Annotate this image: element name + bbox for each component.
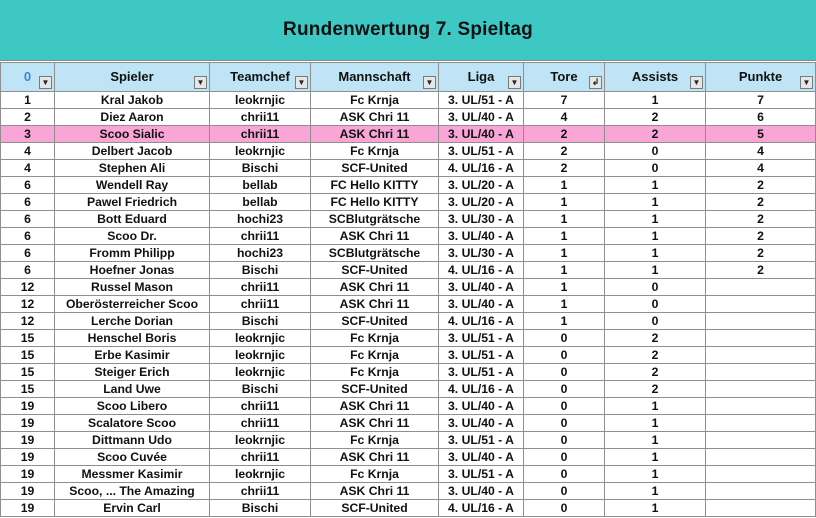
- cell-league[interactable]: 3. UL/20 - A: [439, 194, 524, 211]
- cell-points[interactable]: 2: [706, 194, 816, 211]
- cell-points[interactable]: [706, 381, 816, 398]
- cell-team[interactable]: Fc Krnja: [311, 143, 439, 160]
- cell-league[interactable]: 3. UL/51 - A: [439, 92, 524, 109]
- cell-assists[interactable]: 0: [605, 313, 706, 330]
- cell-rank[interactable]: 19: [1, 449, 55, 466]
- cell-assists[interactable]: 1: [605, 432, 706, 449]
- cell-goals[interactable]: 0: [524, 381, 605, 398]
- cell-teamchef[interactable]: chrii11: [210, 228, 311, 245]
- cell-goals[interactable]: 0: [524, 364, 605, 381]
- cell-player[interactable]: Erbe Kasimir: [55, 347, 210, 364]
- cell-team[interactable]: Fc Krnja: [311, 364, 439, 381]
- cell-league[interactable]: 4. UL/16 - A: [439, 381, 524, 398]
- cell-assists[interactable]: 2: [605, 109, 706, 126]
- cell-team[interactable]: SCBlutgrätsche: [311, 211, 439, 228]
- cell-league[interactable]: 4. UL/16 - A: [439, 160, 524, 177]
- cell-teamchef[interactable]: Bischi: [210, 381, 311, 398]
- cell-assists[interactable]: 2: [605, 364, 706, 381]
- filter-dropdown-icon[interactable]: ▼: [508, 76, 521, 89]
- cell-player[interactable]: Steiger Erich: [55, 364, 210, 381]
- cell-teamchef[interactable]: chrii11: [210, 398, 311, 415]
- header-row: [1, 63, 816, 92]
- cell-assists[interactable]: 0: [605, 143, 706, 160]
- cell-goals[interactable]: 2: [524, 160, 605, 177]
- table-row[interactable]: [1, 245, 816, 262]
- table-row[interactable]: [1, 126, 816, 143]
- cell-goals[interactable]: 1: [524, 211, 605, 228]
- cell-teamchef[interactable]: bellab: [210, 177, 311, 194]
- cell-assists[interactable]: 0: [605, 296, 706, 313]
- cell-rank[interactable]: 4: [1, 143, 55, 160]
- cell-goals[interactable]: 0: [524, 432, 605, 449]
- column-header-teamchef[interactable]: [210, 63, 311, 92]
- table-row[interactable]: [1, 415, 816, 432]
- cell-points[interactable]: [706, 432, 816, 449]
- cell-points[interactable]: 7: [706, 92, 816, 109]
- cell-team[interactable]: ASK Chri 11: [311, 483, 439, 500]
- cell-rank[interactable]: 12: [1, 313, 55, 330]
- cell-rank[interactable]: 4: [1, 160, 55, 177]
- table-row[interactable]: [1, 432, 816, 449]
- cell-goals[interactable]: 0: [524, 466, 605, 483]
- cell-league[interactable]: 4. UL/16 - A: [439, 500, 524, 517]
- cell-player[interactable]: Kral Jakob: [55, 92, 210, 109]
- table-row[interactable]: [1, 143, 816, 160]
- table-row[interactable]: [1, 483, 816, 500]
- cell-points[interactable]: [706, 347, 816, 364]
- cell-teamchef[interactable]: chrii11: [210, 415, 311, 432]
- cell-assists[interactable]: 2: [605, 126, 706, 143]
- cell-league[interactable]: 3. UL/51 - A: [439, 347, 524, 364]
- cell-player[interactable]: Stephen Ali: [55, 160, 210, 177]
- column-header-goals[interactable]: [524, 63, 605, 92]
- cell-player[interactable]: Ervin Carl: [55, 500, 210, 517]
- cell-points[interactable]: 2: [706, 211, 816, 228]
- cell-points[interactable]: 2: [706, 177, 816, 194]
- cell-rank[interactable]: 6: [1, 194, 55, 211]
- cell-points[interactable]: 4: [706, 143, 816, 160]
- cell-assists[interactable]: 1: [605, 415, 706, 432]
- cell-team[interactable]: Fc Krnja: [311, 330, 439, 347]
- cell-rank[interactable]: 19: [1, 398, 55, 415]
- cell-team[interactable]: SCF-United: [311, 160, 439, 177]
- column-header-label: Liga: [467, 68, 495, 84]
- cell-rank[interactable]: 19: [1, 432, 55, 449]
- table-row[interactable]: [1, 109, 816, 126]
- cell-player[interactable]: Lerche Dorian: [55, 313, 210, 330]
- title-bar: [0, 0, 816, 61]
- cell-league[interactable]: 3. UL/51 - A: [439, 466, 524, 483]
- cell-rank[interactable]: 6: [1, 245, 55, 262]
- cell-team[interactable]: Fc Krnja: [311, 466, 439, 483]
- table-row[interactable]: [1, 466, 816, 483]
- table-row[interactable]: [1, 347, 816, 364]
- cell-assists[interactable]: 1: [605, 483, 706, 500]
- filter-dropdown-icon[interactable]: ▼: [690, 76, 703, 89]
- cell-rank[interactable]: 3: [1, 126, 55, 143]
- filter-dropdown-icon[interactable]: ▼: [295, 76, 308, 89]
- cell-teamchef[interactable]: bellab: [210, 194, 311, 211]
- table-row[interactable]: [1, 381, 816, 398]
- cell-points[interactable]: 2: [706, 245, 816, 262]
- table-row[interactable]: [1, 177, 816, 194]
- cell-goals[interactable]: 1: [524, 177, 605, 194]
- cell-goals[interactable]: 1: [524, 245, 605, 262]
- cell-points[interactable]: [706, 466, 816, 483]
- cell-goals[interactable]: 7: [524, 92, 605, 109]
- cell-points[interactable]: [706, 364, 816, 381]
- column-header-league[interactable]: [439, 63, 524, 92]
- cell-teamchef[interactable]: chrii11: [210, 126, 311, 143]
- cell-team[interactable]: SCF-United: [311, 500, 439, 517]
- cell-goals[interactable]: 0: [524, 483, 605, 500]
- cell-player[interactable]: Scoo Libero: [55, 398, 210, 415]
- cell-points[interactable]: [706, 330, 816, 347]
- cell-goals[interactable]: 1: [524, 262, 605, 279]
- cell-goals[interactable]: 0: [524, 347, 605, 364]
- cell-player[interactable]: Henschel Boris: [55, 330, 210, 347]
- cell-league[interactable]: 3. UL/40 - A: [439, 483, 524, 500]
- column-header-label: Punkte: [738, 68, 783, 84]
- column-header-label: Assists: [631, 68, 679, 84]
- column-header-label: Tore: [550, 68, 578, 84]
- cell-rank[interactable]: 15: [1, 347, 55, 364]
- cell-points[interactable]: [706, 449, 816, 466]
- cell-assists[interactable]: 1: [605, 449, 706, 466]
- cell-assists[interactable]: 1: [605, 92, 706, 109]
- cell-team[interactable]: ASK Chri 11: [311, 228, 439, 245]
- cell-assists[interactable]: 1: [605, 177, 706, 194]
- cell-league[interactable]: 3. UL/51 - A: [439, 364, 524, 381]
- cell-league[interactable]: 4. UL/16 - A: [439, 262, 524, 279]
- column-header-team[interactable]: [311, 63, 439, 92]
- cell-teamchef[interactable]: leokrnjic: [210, 432, 311, 449]
- cell-goals[interactable]: 1: [524, 228, 605, 245]
- cell-assists[interactable]: 1: [605, 398, 706, 415]
- cell-league[interactable]: 3. UL/40 - A: [439, 415, 524, 432]
- cell-player[interactable]: Hoefner Jonas: [55, 262, 210, 279]
- cell-teamchef[interactable]: Bischi: [210, 313, 311, 330]
- standings-table: [0, 62, 816, 517]
- cell-points[interactable]: [706, 296, 816, 313]
- table-row[interactable]: [1, 160, 816, 177]
- table-row[interactable]: [1, 449, 816, 466]
- cell-goals[interactable]: 1: [524, 313, 605, 330]
- table-row[interactable]: [1, 500, 816, 517]
- table-row[interactable]: [1, 313, 816, 330]
- cell-teamchef[interactable]: leokrnjic: [210, 92, 311, 109]
- table-row[interactable]: [1, 92, 816, 109]
- cell-points[interactable]: [706, 483, 816, 500]
- cell-assists[interactable]: 1: [605, 194, 706, 211]
- cell-goals[interactable]: 0: [524, 398, 605, 415]
- cell-rank[interactable]: 19: [1, 500, 55, 517]
- cell-teamchef[interactable]: Bischi: [210, 262, 311, 279]
- table-row[interactable]: [1, 228, 816, 245]
- cell-points[interactable]: [706, 500, 816, 517]
- cell-goals[interactable]: 1: [524, 279, 605, 296]
- cell-goals[interactable]: 0: [524, 500, 605, 517]
- cell-team[interactable]: Fc Krnja: [311, 347, 439, 364]
- cell-points[interactable]: [706, 313, 816, 330]
- cell-teamchef[interactable]: leokrnjic: [210, 364, 311, 381]
- cell-points[interactable]: 5: [706, 126, 816, 143]
- cell-team[interactable]: ASK Chri 11: [311, 449, 439, 466]
- cell-team[interactable]: ASK Chri 11: [311, 296, 439, 313]
- cell-points[interactable]: 2: [706, 262, 816, 279]
- cell-teamchef[interactable]: chrii11: [210, 449, 311, 466]
- cell-assists[interactable]: 1: [605, 228, 706, 245]
- cell-league[interactable]: 3. UL/40 - A: [439, 398, 524, 415]
- cell-teamchef[interactable]: hochi23: [210, 211, 311, 228]
- cell-player[interactable]: Scoo Sialic: [55, 126, 210, 143]
- cell-rank[interactable]: 15: [1, 364, 55, 381]
- cell-team[interactable]: ASK Chri 11: [311, 126, 439, 143]
- cell-teamchef[interactable]: chrii11: [210, 296, 311, 313]
- cell-league[interactable]: 3. UL/51 - A: [439, 330, 524, 347]
- cell-points[interactable]: [706, 398, 816, 415]
- cell-team[interactable]: ASK Chri 11: [311, 398, 439, 415]
- cell-rank[interactable]: 1: [1, 92, 55, 109]
- filter-dropdown-icon[interactable]: ▼: [423, 76, 436, 89]
- cell-league[interactable]: 3. UL/40 - A: [439, 228, 524, 245]
- cell-team[interactable]: FC Hello KITTY: [311, 194, 439, 211]
- cell-league[interactable]: 3. UL/40 - A: [439, 126, 524, 143]
- column-header-points[interactable]: [706, 63, 816, 92]
- cell-team[interactable]: Fc Krnja: [311, 432, 439, 449]
- column-header-label: Mannschaft: [338, 68, 411, 84]
- cell-assists[interactable]: 2: [605, 330, 706, 347]
- cell-team[interactable]: Fc Krnja: [311, 92, 439, 109]
- cell-league[interactable]: 3. UL/30 - A: [439, 245, 524, 262]
- cell-teamchef[interactable]: Bischi: [210, 500, 311, 517]
- cell-player[interactable]: Scalatore Scoo: [55, 415, 210, 432]
- cell-assists[interactable]: 1: [605, 245, 706, 262]
- table-row[interactable]: [1, 330, 816, 347]
- cell-league[interactable]: 3. UL/40 - A: [439, 449, 524, 466]
- cell-team[interactable]: SCF-United: [311, 381, 439, 398]
- cell-player[interactable]: Land Uwe: [55, 381, 210, 398]
- cell-rank[interactable]: 15: [1, 330, 55, 347]
- cell-goals[interactable]: 2: [524, 126, 605, 143]
- filter-dropdown-icon[interactable]: ▼: [194, 76, 207, 89]
- cell-teamchef[interactable]: chrii11: [210, 109, 311, 126]
- table-row[interactable]: [1, 262, 816, 279]
- cell-team[interactable]: SCBlutgrätsche: [311, 245, 439, 262]
- cell-player[interactable]: Wendell Ray: [55, 177, 210, 194]
- cell-player[interactable]: Scoo, ... The Amazing: [55, 483, 210, 500]
- cell-goals[interactable]: 0: [524, 449, 605, 466]
- cell-teamchef[interactable]: Bischi: [210, 160, 311, 177]
- cell-teamchef[interactable]: chrii11: [210, 279, 311, 296]
- cell-assists[interactable]: 0: [605, 160, 706, 177]
- cell-rank[interactable]: 19: [1, 466, 55, 483]
- sort-descending-icon[interactable]: ↲: [589, 76, 602, 89]
- cell-player[interactable]: Bott Eduard: [55, 211, 210, 228]
- cell-player[interactable]: Delbert Jacob: [55, 143, 210, 160]
- page-title: Rundenwertung 7. Spieltag: [283, 19, 533, 40]
- cell-teamchef[interactable]: chrii11: [210, 483, 311, 500]
- table-row[interactable]: [1, 398, 816, 415]
- table-row[interactable]: [1, 194, 816, 211]
- cell-league[interactable]: 3. UL/40 - A: [439, 279, 524, 296]
- cell-league[interactable]: 3. UL/51 - A: [439, 432, 524, 449]
- column-header-assists[interactable]: [605, 63, 706, 92]
- cell-assists[interactable]: 2: [605, 381, 706, 398]
- column-header-label: Teamchef: [230, 68, 290, 84]
- cell-team[interactable]: SCF-United: [311, 262, 439, 279]
- table-header: [1, 63, 816, 92]
- cell-league[interactable]: 4. UL/16 - A: [439, 313, 524, 330]
- column-header-player[interactable]: [55, 63, 210, 92]
- table-row[interactable]: [1, 364, 816, 381]
- cell-goals[interactable]: 1: [524, 296, 605, 313]
- column-header-rank[interactable]: [1, 63, 55, 92]
- cell-league[interactable]: 3. UL/30 - A: [439, 211, 524, 228]
- cell-points[interactable]: 6: [706, 109, 816, 126]
- cell-player[interactable]: Dittmann Udo: [55, 432, 210, 449]
- cell-rank[interactable]: 6: [1, 177, 55, 194]
- cell-rank[interactable]: 12: [1, 279, 55, 296]
- cell-player[interactable]: Fromm Philipp: [55, 245, 210, 262]
- cell-goals[interactable]: 4: [524, 109, 605, 126]
- cell-goals[interactable]: 0: [524, 415, 605, 432]
- cell-rank[interactable]: 6: [1, 211, 55, 228]
- cell-player[interactable]: Oberösterreicher Scoo: [55, 296, 210, 313]
- cell-player[interactable]: Russel Mason: [55, 279, 210, 296]
- cell-teamchef[interactable]: leokrnjic: [210, 330, 311, 347]
- table-row[interactable]: [1, 279, 816, 296]
- cell-rank[interactable]: 12: [1, 296, 55, 313]
- cell-league[interactable]: 3. UL/40 - A: [439, 296, 524, 313]
- cell-goals[interactable]: 1: [524, 194, 605, 211]
- cell-points[interactable]: [706, 415, 816, 432]
- cell-team[interactable]: FC Hello KITTY: [311, 177, 439, 194]
- cell-team[interactable]: SCF-United: [311, 313, 439, 330]
- cell-player[interactable]: Pawel Friedrich: [55, 194, 210, 211]
- filter-dropdown-icon[interactable]: ▼: [800, 76, 813, 89]
- cell-assists[interactable]: 1: [605, 211, 706, 228]
- column-header-label: 0: [23, 68, 32, 84]
- cell-rank[interactable]: 19: [1, 483, 55, 500]
- cell-teamchef[interactable]: leokrnjic: [210, 466, 311, 483]
- table-row[interactable]: [1, 296, 816, 313]
- cell-rank[interactable]: 6: [1, 228, 55, 245]
- cell-league[interactable]: 3. UL/20 - A: [439, 177, 524, 194]
- cell-teamchef[interactable]: leokrnjic: [210, 143, 311, 160]
- cell-points[interactable]: [706, 279, 816, 296]
- cell-goals[interactable]: 0: [524, 330, 605, 347]
- cell-assists[interactable]: 1: [605, 466, 706, 483]
- cell-assists[interactable]: 1: [605, 262, 706, 279]
- cell-team[interactable]: ASK Chri 11: [311, 279, 439, 296]
- cell-assists[interactable]: 2: [605, 347, 706, 364]
- cell-rank[interactable]: 19: [1, 415, 55, 432]
- cell-rank[interactable]: 15: [1, 381, 55, 398]
- cell-player[interactable]: Scoo Cuvée: [55, 449, 210, 466]
- cell-rank[interactable]: 2: [1, 109, 55, 126]
- filter-dropdown-icon[interactable]: ▼: [39, 76, 52, 89]
- cell-team[interactable]: ASK Chri 11: [311, 415, 439, 432]
- cell-points[interactable]: 2: [706, 228, 816, 245]
- cell-player[interactable]: Messmer Kasimir: [55, 466, 210, 483]
- cell-team[interactable]: ASK Chri 11: [311, 109, 439, 126]
- cell-rank[interactable]: 6: [1, 262, 55, 279]
- cell-league[interactable]: 3. UL/40 - A: [439, 109, 524, 126]
- table-body: [1, 92, 816, 517]
- cell-player[interactable]: Diez Aaron: [55, 109, 210, 126]
- cell-teamchef[interactable]: leokrnjic: [210, 347, 311, 364]
- column-header-label: Spieler: [110, 68, 154, 84]
- cell-league[interactable]: 3. UL/51 - A: [439, 143, 524, 160]
- cell-assists[interactable]: 1: [605, 500, 706, 517]
- cell-assists[interactable]: 0: [605, 279, 706, 296]
- cell-points[interactable]: 4: [706, 160, 816, 177]
- cell-goals[interactable]: 2: [524, 143, 605, 160]
- cell-teamchef[interactable]: hochi23: [210, 245, 311, 262]
- cell-player[interactable]: Scoo Dr.: [55, 228, 210, 245]
- table-row[interactable]: [1, 211, 816, 228]
